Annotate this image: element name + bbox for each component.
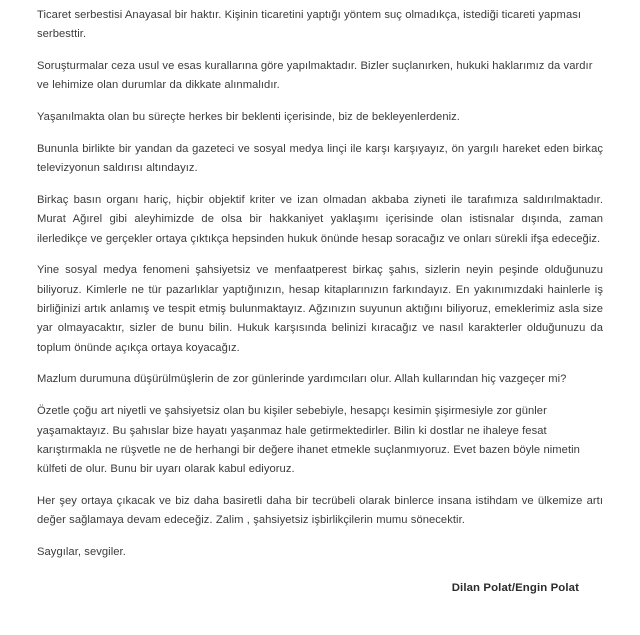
paragraph-5: Birkaç basın organı hariç, hiçbir objektif kriter ve izan olmadan akbaba ziyneti ile tarafımıza saldırılmaktadır. Murat Ağırel gibi aleyhimizde de olsa bir hakkaniyet yaklaşımı içerisinde olan istisnalar dışında, zaman ilerledikçe ve gerçekler ortaya çıktıkça hepsinden hukuk önünde hesap soracağız ve onları sürekli ifşa edeceğiz. bbox=[37, 194, 603, 245]
paragraph-10: Saygılar, sevgiler. bbox=[37, 546, 126, 559]
signature-block bbox=[37, 578, 603, 596]
paragraph-4: Bununla birlikte bir yandan da gazeteci ve sosyal medya linçi ile karşı karşıyayız, ön yargılı hareket eden birkaç televizyonun saldırısı altındayız. bbox=[37, 142, 603, 175]
paragraph-6: Yine sosyal medya fenomeni şahsiyetsiz ve menfaatperest birkaç şahıs, sizlerin neyin peşinde olduğunuzu biliyoruz. Kimlerle ne tür pazarlıklar yaptığınızın, hesap kitaplarınızın farkındayız. En yakınımızdaki hainlerle iş birliğinizi artık anlamış ve tespit etmiş bulunmaktayız. Ağzınızın suyunun aktığını biliyoruz, emeklerimiz asla size yar olmayacaktır, sizler de bunu bilin. Hukuk karşısında belinizi kıracağız ve nasıl karakterler olduğunuzu da toplum önünde açıkça ortaya koyacağız. bbox=[37, 264, 603, 354]
paragraph-1: Ticaret serbestisi Anayasal bir haktır. Kişinin ticaretini yaptığı yöntem suç olmadıkça, istediği ticareti yapması serbesttir. bbox=[37, 9, 582, 41]
document-body bbox=[37, 6, 603, 562]
paragraph-9: Her şey ortaya çıkacak ve biz daha basiretli daha bir tecrübeli olarak binlerce insana istihdam ve ülkemize artı değer sağlamaya devam edeceğiz. Zalim , şahsiyetsiz işbirlikçilerin mumu sönecektir. bbox=[37, 494, 603, 527]
paragraph-2: Soruşturmalar ceza usul ve esas kurallarına göre yapılmaktadır. Bizler suçlanırken, hukuki haklarımız da vardır ve lehimize olan durumlar da dikkate alınmalıdır. bbox=[37, 60, 593, 92]
paragraph-8: Özetle çoğu art niyetli ve şahsiyetsiz olan bu kişiler sebebiyle, hesapçı kesimin şişirmesiyle zor günler yaşamaktayız. Bu şahıslar bize hayatı yaşanmaz hale getirmektedirler. Bilin ki dostlar ne ihaleye fesat karıştırmakla ne rüşvetle ne de herhangi bir değere ihanet etmekle suçlanmıyoruz. Evet bazen böyle nimetin külfeti de olur. Bunu bir uyarı olarak kabul ediyoruz. bbox=[37, 405, 580, 476]
paragraph-7: Mazlum durumuna düşürülmüşlerin de zor günlerinde yardımcıları olur. Allah kullarından hiç vazgeçer mi? bbox=[37, 373, 567, 386]
paragraph-3: Yaşanılmakta olan bu süreçte herkes bir beklenti içerisinde, biz de bekleyenlerdeniz. bbox=[37, 111, 460, 124]
signature-name: Dilan Polat/Engin Polat bbox=[451, 582, 579, 594]
